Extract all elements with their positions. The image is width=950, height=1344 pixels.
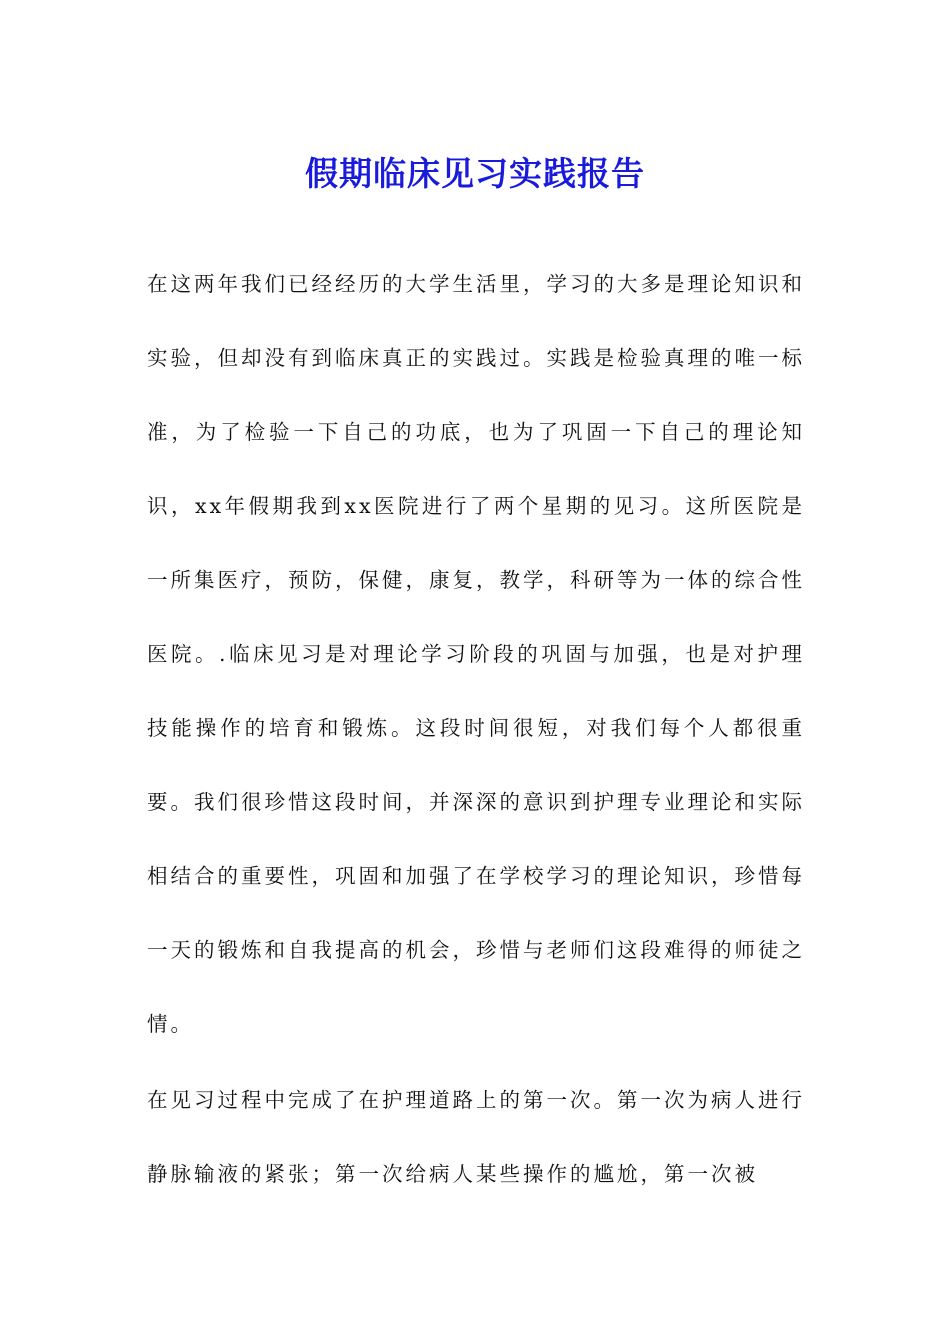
document-title: 假期临床见习实践报告 bbox=[305, 154, 645, 194]
body-paragraph-1: 在这两年我们已经经历的大学生活里，学习的大多是理论知识和实验，但却没有到临床真正的实践过。实践是检验真理的唯一标准，为了检验一下自己的功底，也为了巩固一下自己的理论知识，xx年假期我到xx医院进行了两个星期的见习。这所医院是一所集医疗，预防，保健，康复，教学，科研等为一体的综合性医院。.临床见习是对理论学习阶段的巩固与加强，也是对护理技能操作的培育和锻炼。这段时间很短，对我们每个人都很重要。我们很珍惜这段时间，并深深的意识到护理专业理论和实际相结合的重要性，巩固和加强了在学校学习的理论知识，珍惜每一天的锻炼和自我提高的机会，珍惜与老师们这段难得的师徒之情。 bbox=[147, 272, 805, 1036]
body-paragraph-2: 在见习过程中完成了在护理道路上的第一次。第一次为病人进行静脉输液的紧张；第一次给病人某些操作的尴尬，第一次被 bbox=[147, 1088, 805, 1186]
